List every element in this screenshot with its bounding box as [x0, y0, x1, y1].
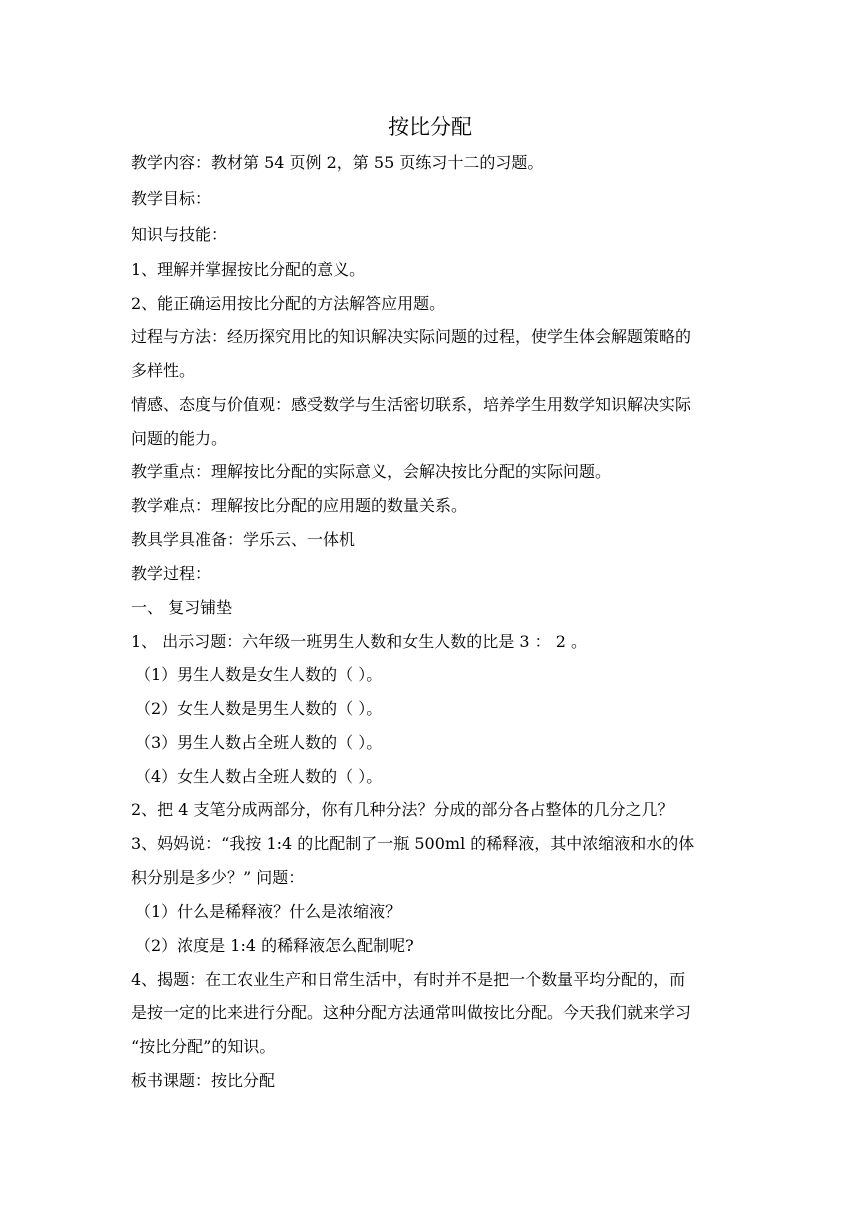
exercise-3-question-2: （2）浓度是 1:4 的稀释液怎么配制呢? — [135, 936, 414, 955]
exercise-1-question-1: （1）男生人数是女生人数的（ ）。 — [135, 665, 383, 684]
board-title-line: 板书课题：按比分配 — [131, 1071, 276, 1090]
exercise-1-line: 1、 出示习题：六年级一班男生人数和女生人数的比是 3 ： 2 。 — [131, 632, 587, 651]
exercise-1-question-2: （2）女生人数是男生人数的（ ）。 — [135, 699, 383, 718]
goal-item-2: 2、能正确运用按比分配的方法解答应用题。 — [131, 294, 446, 313]
teaching-goals-heading: 教学目标： — [131, 189, 212, 208]
knowledge-skills-heading: 知识与技能： — [131, 225, 228, 244]
document-title: 按比分配 — [388, 115, 472, 139]
teaching-process-heading: 教学过程： — [131, 564, 212, 583]
materials-line: 教具学具准备：学乐云、一体机 — [131, 530, 356, 549]
key-point-line: 教学重点：理解按比分配的实际意义，会解决按比分配的实际问题。 — [131, 462, 612, 481]
exercise-2-line: 2、把 4 支笔分成两部分，你有几种分法？分成的部分各占整体的几分之几？ — [131, 800, 674, 819]
exercise-1-question-3: （3）男生人数占全班人数的（ ）。 — [135, 733, 383, 752]
process-method-line-2: 多样性。 — [131, 361, 196, 380]
exercise-3-question-1: （1）什么是稀释液？什么是浓缩液？ — [135, 902, 402, 921]
attitude-line-1: 情感、态度与价值观：感受数学与生活密切联系，培养学生用数学知识解决实际 — [131, 395, 692, 414]
intro-line-3: “按比分配”的知识。 — [131, 1037, 276, 1056]
intro-line-1: 4、揭题：在工农业生产和日常生活中，有时并不是把一个数量平均分配的，而 — [131, 970, 686, 989]
teaching-content-line: 教学内容：教材第 54 页例 2，第 55 页练习十二的习题。 — [131, 153, 544, 172]
attitude-line-2: 问题的能力。 — [131, 429, 228, 448]
goal-item-1: 1、理解并掌握按比分配的意义。 — [131, 260, 366, 279]
difficulty-line: 教学难点：理解按比分配的应用题的数量关系。 — [131, 496, 468, 515]
process-method-line-1: 过程与方法：经历探究用比的知识解决实际问题的过程，使学生体会解题策略的 — [131, 327, 692, 346]
exercise-3-line-2: 积分别是多少？” 问题： — [131, 868, 305, 887]
exercise-1-question-4: （4）女生人数占全班人数的（ ）。 — [135, 767, 383, 786]
section-1-heading: 一、 复习铺垫 — [131, 598, 233, 617]
intro-line-2: 是按一定的比来进行分配。这种分配方法通常叫做按比分配。今天我们就来学习 — [131, 1003, 692, 1022]
exercise-3-line-1: 3、妈妈说：“我按 1:4 的比配制了一瓶 500ml 的稀释液，其中浓缩液和水的体 — [131, 834, 695, 853]
